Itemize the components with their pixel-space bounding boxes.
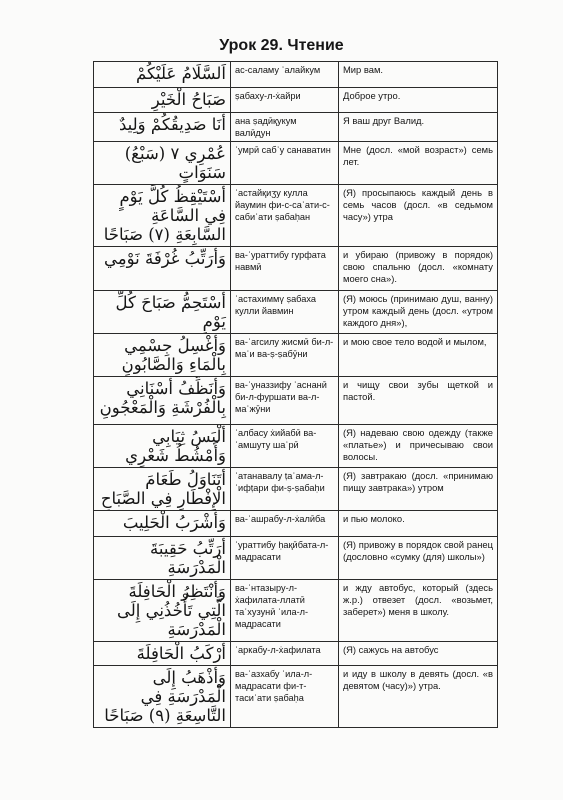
transliteration-cell: ʾастахиммү ṣабаха кулли йавмин [231, 291, 339, 334]
arabic-cell: اَلسَّلَامُ عَلَيْكُمْ [94, 62, 231, 88]
table-row [94, 537, 498, 580]
table-row [94, 291, 498, 334]
arabic-cell: أَلْبَسُ ثِيَابِي وَأَمْشُطُ شَعْرِي [94, 425, 231, 468]
table-row [94, 88, 498, 113]
arabic-cell: وَأُنَظِّفُ أَسْنَانِي بِالْفُرْشَةِ وَالْمَعْجُونِ [94, 377, 231, 425]
vocabulary-table [93, 61, 498, 728]
transliteration-cell: ас-саламу ʿалайкум [231, 62, 339, 88]
table-row [94, 185, 498, 247]
russian-cell: (Я) завтракаю (досл. «принимаю пищу завтрака») утром [339, 468, 498, 511]
arabic-cell: وَأَشْرَبُ الْحَلِيبَ [94, 511, 231, 537]
arabic-cell: وَأَنْتَظِرُ الْحَافِلَةَ الَّتِي تَأْخُذُنِي إِلَى الْمَدْرَسَةِ [94, 580, 231, 642]
arabic-cell: أَتَنَاوَلُ طَعَامَ الْإِفْطَارِ فِي الصَّبَاحِ [94, 468, 231, 511]
table-row [94, 511, 498, 537]
arabic-cell: صَبَاحُ الْخَيْرِ [94, 88, 231, 113]
table-row [94, 142, 498, 185]
arabic-cell: أَسْتَحِمُّ صَبَاحَ كُلِّ يَوْمٍ [94, 291, 231, 334]
arabic-cell: أَنَا صَدِيقُكُمْ وَلِيدٌ [94, 113, 231, 142]
transliteration-cell: ва-ʾагсилу жисмӣ би-л-маʾи ва-ṣ-ṣабӯни [231, 334, 339, 377]
transliteration-cell: ва-ʾураттибу гурфата навмӣ [231, 247, 339, 291]
russian-cell: (Я) привожу в порядок свой ранец (дословно «сумку (для) школы») [339, 537, 498, 580]
transliteration-cell: ва-ʾнтазыру-л-ẋафилата-ллатӣ таʾхузунӣ ʾила-л-мадрасати [231, 580, 339, 642]
table-row [94, 334, 498, 377]
page-title: Урок 29. Чтение [219, 37, 344, 54]
table-row [94, 666, 498, 728]
transliteration-cell: ва-ʾуназзифу ʾаснанӣ би-л-фуршати ва-л-маʿжӯни [231, 377, 339, 425]
table-row [94, 247, 498, 291]
arabic-cell: وَأَغْسِلُ جِسْمِي بِالْمَاءِ وَالصَّابُونِ [94, 334, 231, 377]
arabic-cell: وَأَذْهَبُ إِلَى الْمَدْرَسَةِ فِي التَّاسِعَةِ (٩) صَبَاحًا [94, 666, 231, 728]
russian-cell: и иду в школу в девять (досл. «в девятом (часу)») утра. [339, 666, 498, 728]
arabic-cell: وَأُرَتِّبُ غُرْفَةَ نَوْمِي [94, 247, 231, 291]
transliteration-cell: ʾаркабу-л-ẋафилата [231, 642, 339, 666]
transliteration-cell: ʾастайқиӡу кулла йаумин фи-с-саʿати-с-сабиʿати ṣабаḥан [231, 185, 339, 247]
transliteration-cell: ʾалбасу ẋийабӣ ва-ʾамшуту шаʿрӣ [231, 425, 339, 468]
russian-cell: Мне (досл. «мой возраст») семь лет. [339, 142, 498, 185]
transliteration-cell: ана ṣадӣқукум валӣдун [231, 113, 339, 142]
table-row [94, 377, 498, 425]
transliteration-cell: ʾураттибу ḥақӣбата-л-мадрасати [231, 537, 339, 580]
russian-cell: и чищу свои зубы щеткой и пастой. [339, 377, 498, 425]
arabic-cell: أَرْكَبُ الْحَافِلَةَ [94, 642, 231, 666]
transliteration-cell: ва-ʾашрабу-л-ẋалӣба [231, 511, 339, 537]
russian-cell: Я ваш друг Валид. [339, 113, 498, 142]
table-row [94, 642, 498, 666]
table-row [94, 62, 498, 88]
table-row [94, 425, 498, 468]
russian-cell: и жду автобус, который (здесь ж.р.) отвезет (досл. «возьмет, заберет») меня в школу. [339, 580, 498, 642]
arabic-cell: عُمْرِي ٧ (سَبْعُ) سَنَوَاتٍ [94, 142, 231, 185]
russian-cell: и мою свое тело водой и мылом, [339, 334, 498, 377]
russian-cell: (Я) моюсь (принимаю душ, ванну) утром каждый день (досл. «утром каждого дня»), [339, 291, 498, 334]
arabic-cell: أُرَتِّبُ حَقِيبَةَ الْمَدْرَسَةِ [94, 537, 231, 580]
transliteration-cell: ṣабаху-л-ẋайри [231, 88, 339, 113]
transliteration-cell: ʾатанавалу ṭаʿама-л-ʾифṭари фи-ṣ-ṣабаḥи [231, 468, 339, 511]
russian-cell: Мир вам. [339, 62, 498, 88]
russian-cell: (Я) сажусь на автобус [339, 642, 498, 666]
russian-cell: Доброе утро. [339, 88, 498, 113]
russian-cell: и убираю (привожу в порядок) свою спальню (досл. «комнату моего сна»). [339, 247, 498, 291]
russian-cell: (Я) просыпаюсь каждый день в семь часов (досл. «в седьмом часу») утра [339, 185, 498, 247]
table-row [94, 468, 498, 511]
table-row [94, 580, 498, 642]
russian-cell: (Я) надеваю свою одежду (также «платье») и причесываю свои волосы. [339, 425, 498, 468]
table-row [94, 113, 498, 142]
transliteration-cell: ʿумрӣ сабʿу санаватин [231, 142, 339, 185]
arabic-cell: أَسْتَيْقِظُ كُلَّ يَوْمٍ فِي السَّاعَةِ السَّابِعَةِ (٧) صَبَاحًا [94, 185, 231, 247]
russian-cell: и пью молоко. [339, 511, 498, 537]
transliteration-cell: ва-ʾазхабу ʾила-л-мадрасати фи-т-тасиʿати ṣабаḥа [231, 666, 339, 728]
